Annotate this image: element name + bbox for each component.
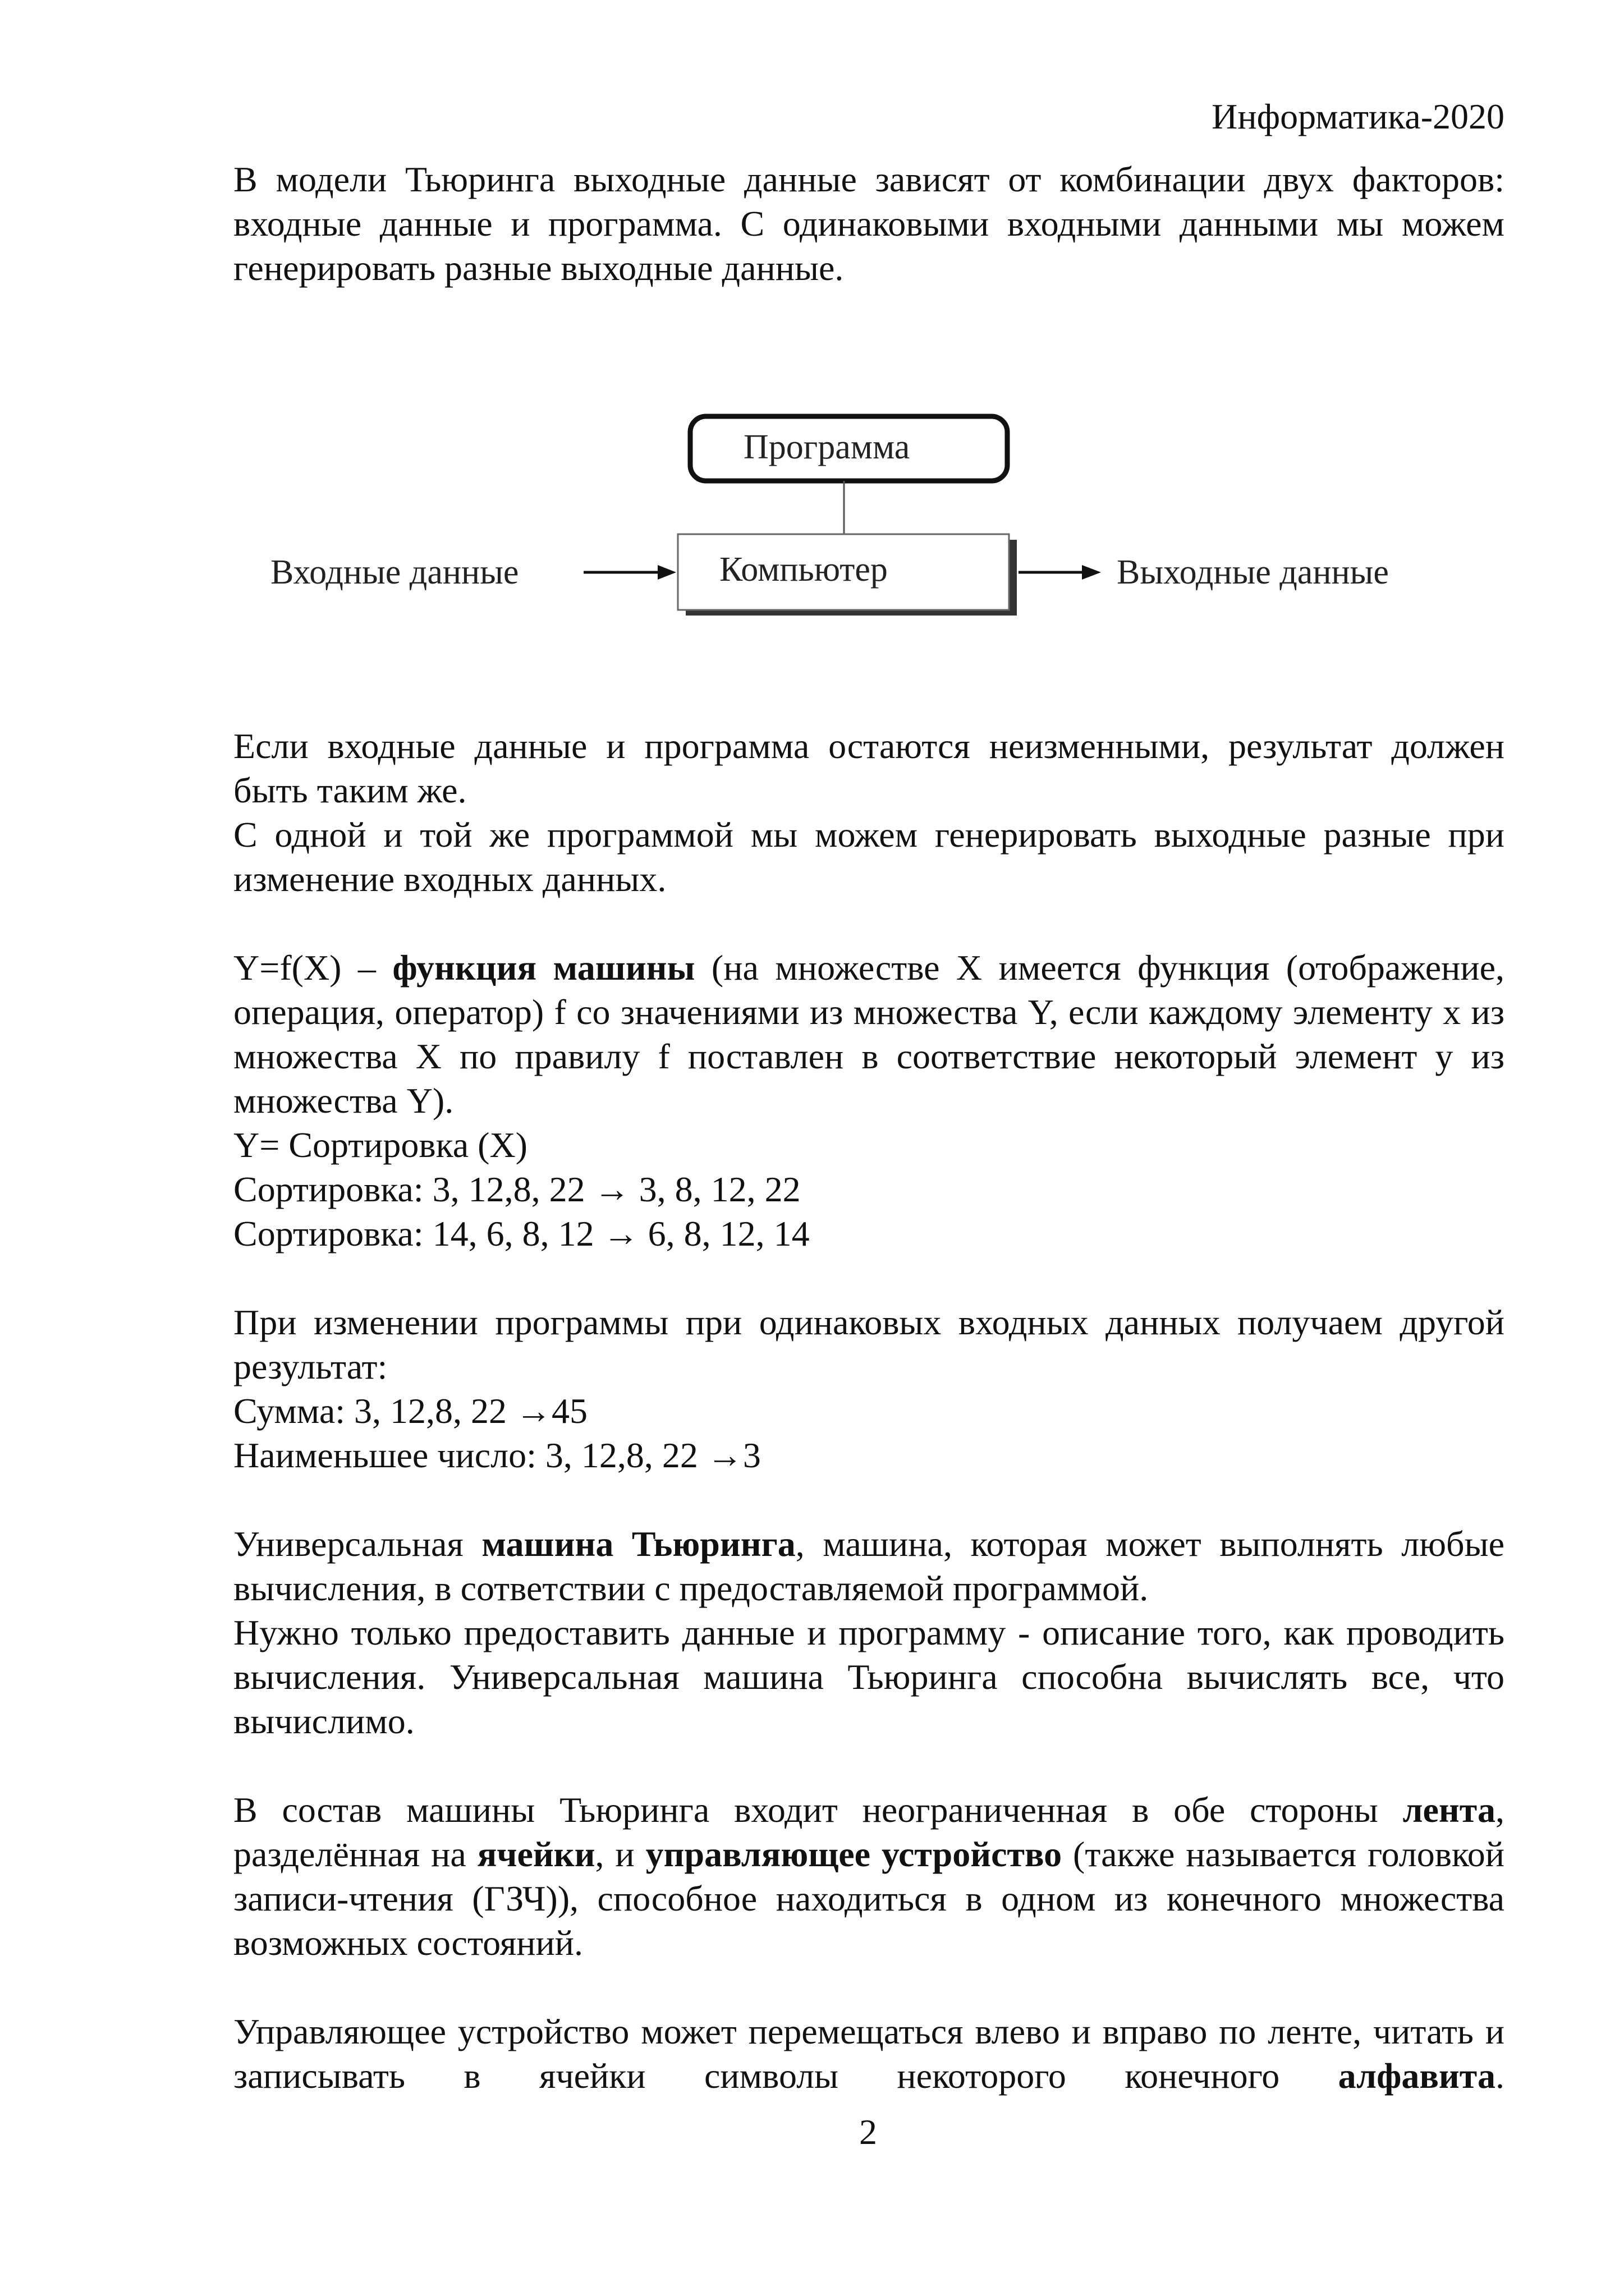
term-cells: ячейки <box>477 1834 595 1874</box>
term-tape: лента <box>1402 1790 1495 1830</box>
composition-a: В состав машины Тьюринга входит неограниченная в обе стороны <box>233 1790 1403 1830</box>
example-sort-2: Сортировка: 14, 6, 8, 12 → 6, 8, 12, 14 <box>233 1214 810 1253</box>
paragraph-control-unit <box>233 2009 1504 2098</box>
composition-d: , и <box>595 1834 646 1874</box>
input-arrow-head <box>658 565 676 580</box>
example-sort-def: Y= Сортировка (X) <box>233 1125 527 1165</box>
example-sort-1: Сортировка: 3, 12,8, 22 → 3, 8, 12, 22 <box>233 1169 801 1209</box>
paragraph-2: С одной и той же программой мы можем генерировать выходные разные при изменение входных данных. <box>233 815 1504 899</box>
composition-e: (также называется головкой записи-чтения (ГЗЧ)), способное находиться в одном из конечного множества возможных состояний. <box>233 1834 1505 1963</box>
output-label: Выходные данные <box>1117 553 1389 591</box>
input-label: Входные данные <box>270 553 519 591</box>
running-header: Информатика-2020 <box>1212 97 1504 136</box>
paragraph-universal <box>233 1522 1504 1610</box>
paragraph-program-change: При изменении программы при одинаковых входных данных получаем другой результат: <box>233 1302 1504 1386</box>
control-unit-text: Управляющее устройство может перемещаться влево и вправо по ленте, читать и записывать в ячейки символы некоторого конечного <box>233 2012 1504 2096</box>
universal-text: , машина, которая может выполнять любые вычисления, в сответствии с предоставляемой программой. <box>233 1524 1505 1608</box>
composition-c: , разделённая на <box>233 1790 1504 1874</box>
main-text <box>233 724 1504 2098</box>
universal-prefix: Универсальная <box>233 1524 482 1564</box>
paragraph-composition <box>233 1788 1504 1965</box>
paragraph-universal-2: Нужно только предоставить данные и программу - описание того, как проводить вычисления. Универсальная машина Тьюринга способна вычислять все, что вычислимо. <box>233 1613 1504 1741</box>
term-alphabet: алфавита <box>1338 2056 1495 2096</box>
paragraph-1: Если входные данные и программа остаются неизменными, результат должен быть таким же. <box>233 726 1504 810</box>
example-min: Наименьшее число: 3, 12,8, 22 →3 <box>233 1435 761 1475</box>
computer-label: Компьютер <box>719 550 888 589</box>
universal-term: машина Тьюринга <box>481 1524 796 1564</box>
page-number: 2 <box>859 2112 877 2152</box>
term-control-unit: управляющее устройство <box>645 1834 1062 1874</box>
example-sum: Сумма: 3, 12,8, 22 →45 <box>233 1391 588 1431</box>
output-arrow-head <box>1082 565 1101 580</box>
function-definition: (на множестве X имеется функция (отображение, операция, оператор) f со значениями из множества Y, если каждому элементу x из множества X по правилу f поставлен в соответствие некоторый элемент y из множества Y). <box>233 948 1505 1121</box>
intro-paragraph: В модели Тьюринга выходные данные зависят от комбинации двух факторов: входные данные и программа. С одинаковыми входными данными мы можем генерировать разные выходные данные. <box>233 159 1504 288</box>
function-prefix: Y=f(X) – <box>233 948 393 988</box>
function-term: функция машины <box>392 948 695 988</box>
turing-model-diagram <box>0 0 1624 673</box>
program-label: Программа <box>744 428 910 466</box>
paragraph-function <box>233 945 1504 1123</box>
control-unit-end: . <box>1495 2056 1504 2096</box>
